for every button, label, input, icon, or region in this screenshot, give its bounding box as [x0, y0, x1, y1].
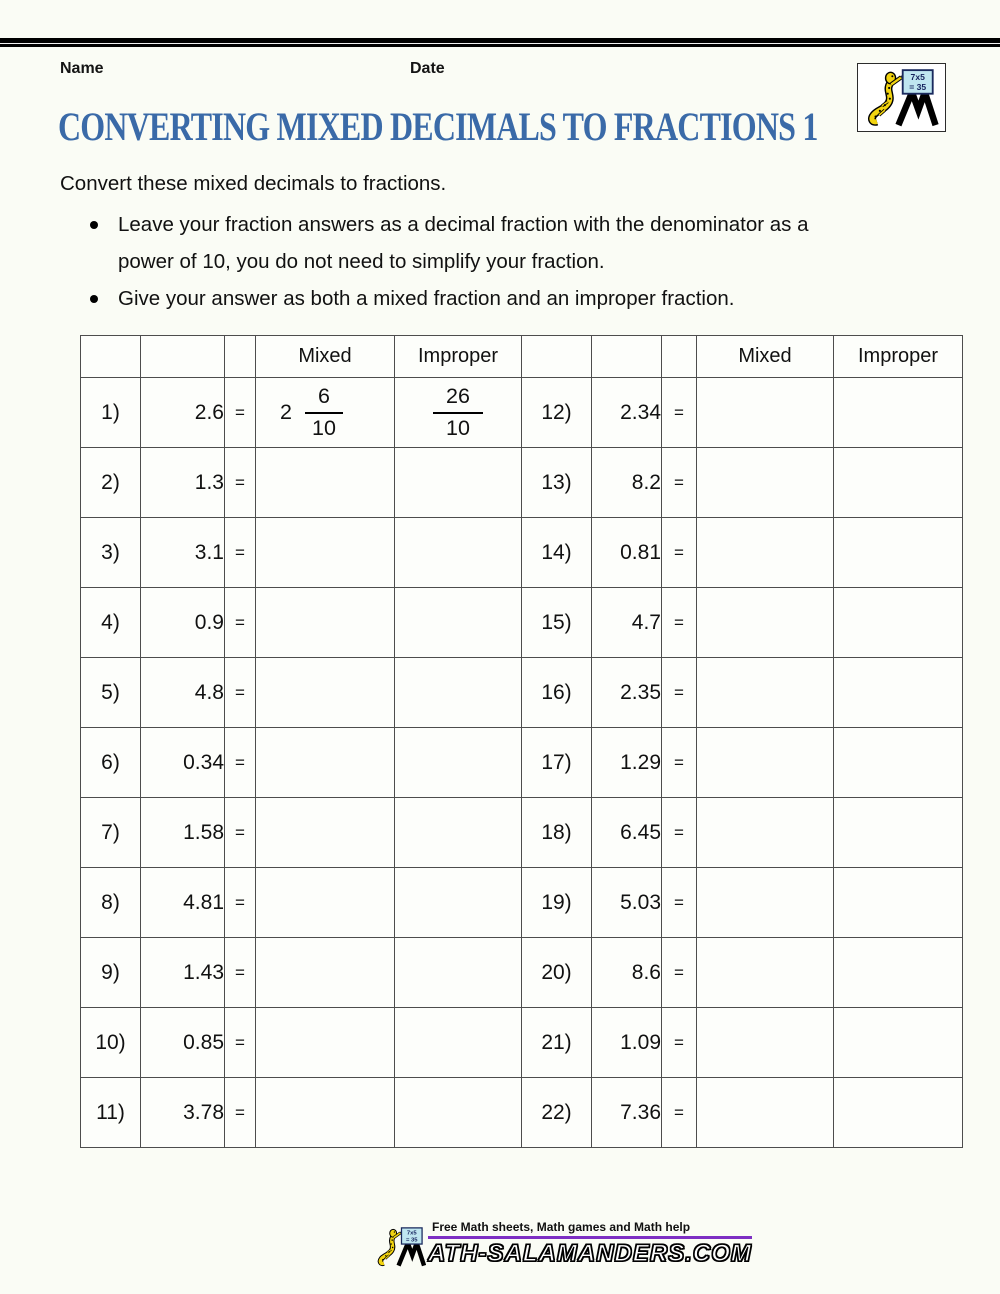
answer-cell-mixed	[697, 728, 834, 798]
decimal-value: 0.81	[592, 518, 662, 588]
equals-sign: =	[225, 1008, 256, 1078]
problem-number: 20)	[522, 938, 592, 1008]
decimal-value: 1.43	[141, 938, 225, 1008]
example-mixed-fraction	[256, 383, 394, 442]
problem-number: 4)	[81, 588, 141, 658]
problem-number: 16)	[522, 658, 592, 728]
decimal-value: 4.8	[141, 658, 225, 728]
answer-cell-improper	[834, 868, 963, 938]
answer-cell-improper	[395, 1008, 522, 1078]
table-row	[81, 658, 963, 728]
header-improper-left: Improper	[395, 336, 522, 378]
equals-sign: =	[225, 448, 256, 518]
problem-number: 18)	[522, 798, 592, 868]
instruction-bullet-2-text: Give your answer as both a mixed fraction and an improper fraction.	[118, 287, 735, 310]
problem-number: 6)	[81, 728, 141, 798]
problem-number: 13)	[522, 448, 592, 518]
denominator: 10	[446, 416, 470, 440]
answer-cell-mixed	[256, 588, 395, 658]
answer-cell-mixed	[256, 1008, 395, 1078]
footer-purple-rule	[428, 1236, 752, 1239]
equals-sign: =	[662, 658, 697, 728]
answer-cell-improper	[834, 798, 963, 868]
numerator: 26	[433, 383, 483, 414]
equals-sign: =	[225, 518, 256, 588]
problem-number: 7)	[81, 798, 141, 868]
header-blank	[141, 336, 225, 378]
answer-cell-improper	[395, 868, 522, 938]
answer-cell-mixed	[697, 518, 834, 588]
answer-cell-improper	[834, 588, 963, 658]
worksheet-table	[80, 335, 963, 1148]
footer-tagline: Free Math sheets, Math games and Math help	[432, 1220, 691, 1234]
equals-sign: =	[225, 588, 256, 658]
name-label: Name	[60, 60, 104, 77]
answer-cell-improper	[395, 378, 522, 448]
decimal-value: 3.1	[141, 518, 225, 588]
equals-sign: =	[225, 938, 256, 1008]
equals-sign: =	[662, 448, 697, 518]
answer-cell-mixed	[256, 518, 395, 588]
answer-cell-mixed	[697, 448, 834, 518]
decimal-value: 3.78	[141, 1078, 225, 1148]
answer-cell-mixed	[697, 1008, 834, 1078]
equals-sign: =	[662, 518, 697, 588]
table-header-row	[81, 336, 963, 378]
answer-cell-improper	[834, 728, 963, 798]
table-row	[81, 938, 963, 1008]
header-improper-right: Improper	[834, 336, 963, 378]
instruction-list	[88, 206, 888, 317]
table-row	[81, 868, 963, 938]
table-row	[81, 1008, 963, 1078]
problem-number: 2)	[81, 448, 141, 518]
answer-cell-mixed	[256, 378, 395, 448]
problem-number: 11)	[81, 1078, 141, 1148]
header-mixed-left: Mixed	[256, 336, 395, 378]
problem-number: 5)	[81, 658, 141, 728]
answer-cell-improper	[395, 728, 522, 798]
answer-cell-mixed	[256, 938, 395, 1008]
answer-cell-mixed	[697, 378, 834, 448]
decimal-value: 5.03	[592, 868, 662, 938]
table-row	[81, 448, 963, 518]
answer-cell-improper	[834, 1078, 963, 1148]
decimal-value: 4.7	[592, 588, 662, 658]
answer-cell-mixed	[697, 868, 834, 938]
answer-cell-improper	[395, 588, 522, 658]
decimal-value: 1.3	[141, 448, 225, 518]
equals-sign: =	[225, 868, 256, 938]
denominator: 10	[311, 416, 336, 440]
table-row	[81, 518, 963, 588]
answer-cell-improper	[395, 658, 522, 728]
decimal-value: 1.29	[592, 728, 662, 798]
answer-cell-improper	[834, 448, 963, 518]
math-salamanders-logo	[857, 63, 946, 132]
problem-number: 1)	[81, 378, 141, 448]
equals-sign: =	[225, 378, 256, 448]
header-blank	[522, 336, 592, 378]
answer-cell-improper	[834, 378, 963, 448]
brand-text: ATH-SALAMANDERS.COM	[428, 1240, 752, 1267]
problem-number: 8)	[81, 868, 141, 938]
problem-number: 19)	[522, 868, 592, 938]
equals-sign: =	[225, 728, 256, 798]
decimal-value: 2.34	[592, 378, 662, 448]
example-improper-fraction	[433, 383, 483, 442]
problem-number: 15)	[522, 588, 592, 658]
table-row	[81, 798, 963, 868]
answer-cell-mixed	[697, 1078, 834, 1148]
answer-cell-mixed	[697, 798, 834, 868]
decimal-value: 0.85	[141, 1008, 225, 1078]
instruction-bullet-1-text: Leave your fraction answers as a decimal fraction with the denominator as a power of 10, you do not need to simplify your fraction.	[118, 213, 809, 273]
equals-sign: =	[225, 1078, 256, 1148]
answer-cell-improper	[834, 1008, 963, 1078]
equals-sign: =	[662, 1078, 697, 1148]
answer-cell-improper	[395, 938, 522, 1008]
salamander-logo-icon	[863, 68, 941, 128]
equals-sign: =	[662, 1008, 697, 1078]
decimal-value: 8.6	[592, 938, 662, 1008]
bullet-dot-icon	[90, 221, 98, 229]
decimal-value: 1.58	[141, 798, 225, 868]
header-blank	[225, 336, 256, 378]
whole-number: 2	[280, 400, 292, 424]
answer-cell-mixed	[256, 728, 395, 798]
table-row	[81, 728, 963, 798]
decimal-value: 6.45	[592, 798, 662, 868]
equals-sign: =	[662, 938, 697, 1008]
header-blank	[592, 336, 662, 378]
header-mixed-right: Mixed	[697, 336, 834, 378]
answer-cell-mixed	[256, 868, 395, 938]
answer-cell-improper	[395, 448, 522, 518]
header-blank	[662, 336, 697, 378]
problem-number: 12)	[522, 378, 592, 448]
answer-cell-mixed	[697, 938, 834, 1008]
header-blank	[81, 336, 141, 378]
table-row	[81, 588, 963, 658]
table-row	[81, 1078, 963, 1148]
equals-sign: =	[225, 798, 256, 868]
fraction	[305, 383, 343, 442]
numerator: 6	[305, 383, 343, 414]
equals-sign: =	[662, 728, 697, 798]
equals-sign: =	[662, 798, 697, 868]
answer-cell-mixed	[256, 448, 395, 518]
answer-cell-mixed	[697, 658, 834, 728]
decimal-value: 4.81	[141, 868, 225, 938]
answer-cell-improper	[395, 1078, 522, 1148]
answer-cell-mixed	[256, 798, 395, 868]
equals-sign: =	[662, 868, 697, 938]
answer-cell-improper	[395, 798, 522, 868]
problem-number: 14)	[522, 518, 592, 588]
date-label: Date	[410, 60, 445, 77]
footer-brand-block	[376, 1220, 752, 1272]
bullet-dot-icon	[90, 295, 98, 303]
table-row	[81, 378, 963, 448]
decimal-value: 0.34	[141, 728, 225, 798]
instruction-bullet-2	[88, 280, 863, 317]
salamander-logo-icon	[376, 1222, 426, 1272]
problem-number: 17)	[522, 728, 592, 798]
answer-cell-improper	[834, 518, 963, 588]
page-title: CONVERTING MIXED DECIMALS TO FRACTIONS 1	[58, 104, 818, 149]
decimal-value: 7.36	[592, 1078, 662, 1148]
answer-cell-mixed	[697, 588, 834, 658]
problem-number: 3)	[81, 518, 141, 588]
decimal-value: 0.9	[141, 588, 225, 658]
top-divider-rule	[0, 38, 1000, 47]
answer-cell-mixed	[256, 1078, 395, 1148]
answer-cell-improper	[834, 658, 963, 728]
decimal-value: 2.6	[141, 378, 225, 448]
equals-sign: =	[662, 378, 697, 448]
answer-cell-mixed	[256, 658, 395, 728]
decimal-value: 2.35	[592, 658, 662, 728]
decimal-value: 1.09	[592, 1008, 662, 1078]
answer-cell-improper	[395, 518, 522, 588]
problem-number: 10)	[81, 1008, 141, 1078]
problem-number: 22)	[522, 1078, 592, 1148]
decimal-value: 8.2	[592, 448, 662, 518]
equals-sign: =	[225, 658, 256, 728]
answer-cell-improper	[834, 938, 963, 1008]
intro-text: Convert these mixed decimals to fractions.	[60, 172, 447, 195]
instruction-bullet-1	[88, 206, 863, 280]
problem-number: 9)	[81, 938, 141, 1008]
equals-sign: =	[662, 588, 697, 658]
problem-number: 21)	[522, 1008, 592, 1078]
